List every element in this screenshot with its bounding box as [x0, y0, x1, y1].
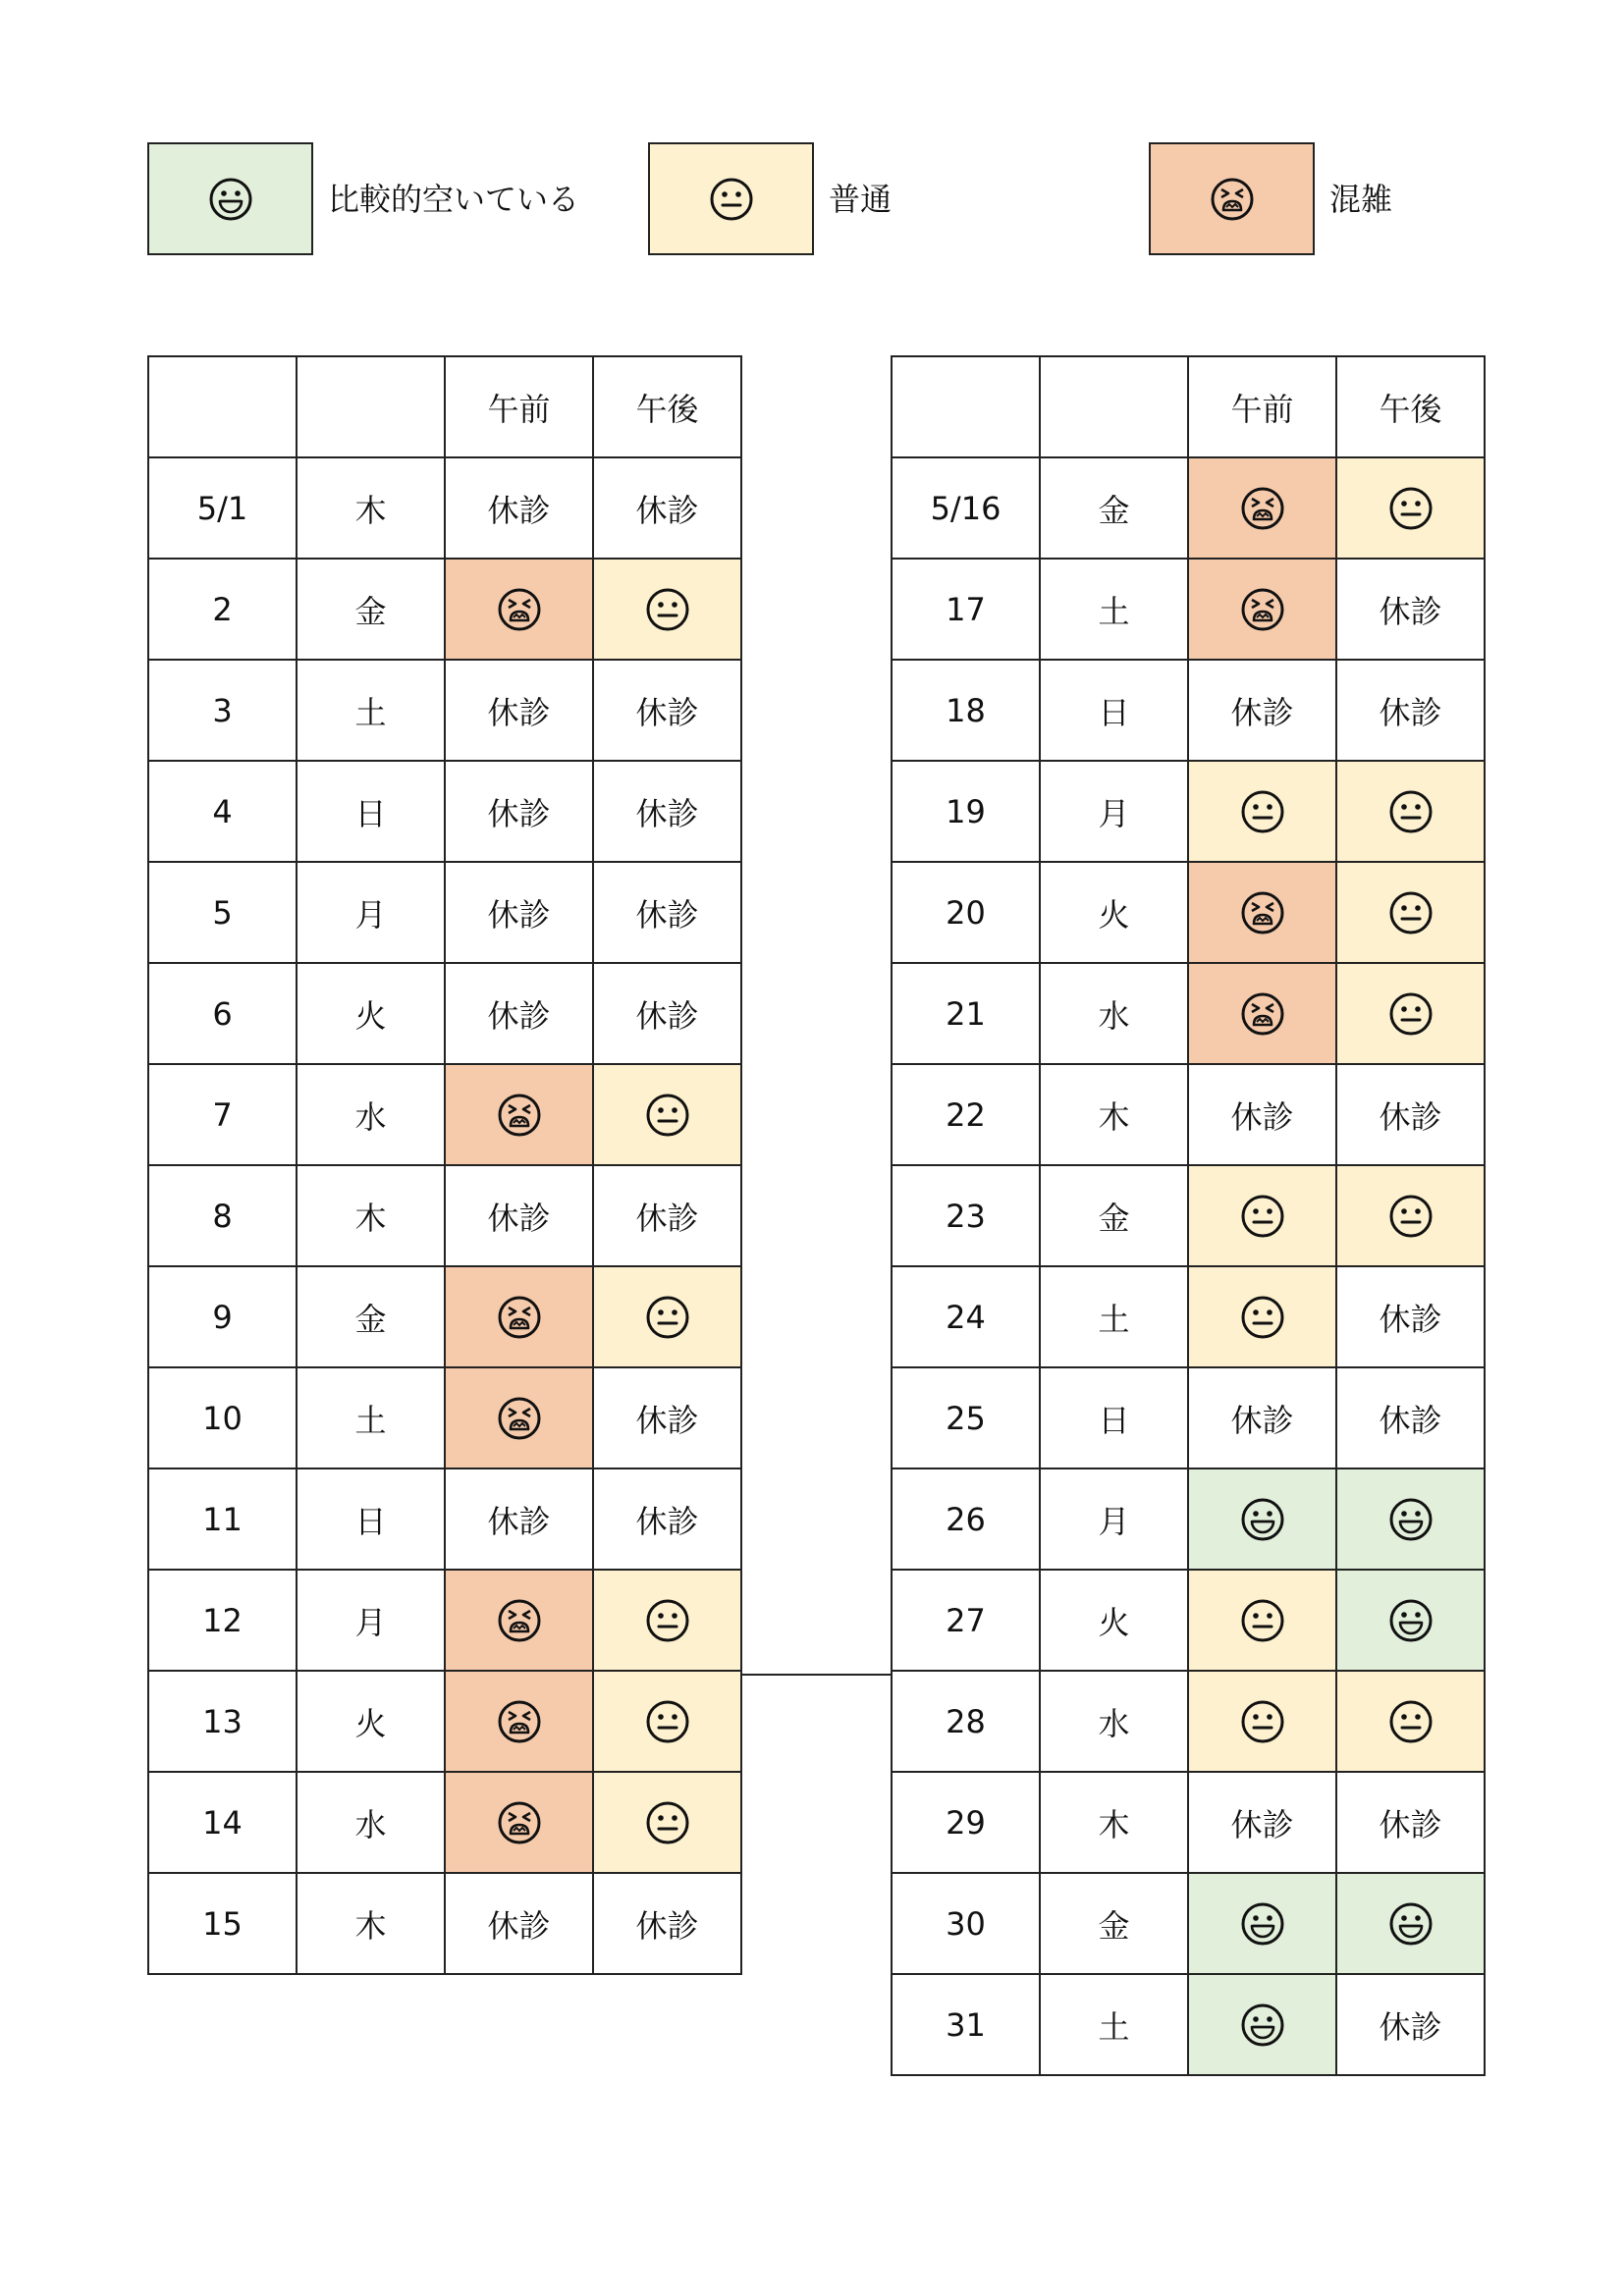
date-cell: 10	[148, 1367, 297, 1468]
am-status-cell	[1188, 457, 1336, 559]
table-row	[892, 1671, 1485, 1772]
am-status-cell: 休診	[445, 1165, 593, 1266]
pm-status-cell	[593, 1266, 741, 1367]
schedule-table-left	[147, 355, 742, 1975]
am-status-cell	[445, 1064, 593, 1165]
grinning-face-icon	[1240, 1497, 1285, 1542]
tired-face-icon	[497, 1093, 542, 1138]
table-row	[148, 1570, 741, 1671]
date-cell: 7	[148, 1064, 297, 1165]
neutral-face-icon	[1388, 1194, 1434, 1239]
date-cell: 27	[892, 1570, 1040, 1671]
weekday-cell: 木	[1040, 1772, 1188, 1873]
tired-face-icon	[1240, 890, 1285, 935]
tired-face-icon	[1240, 991, 1285, 1037]
table-row	[148, 1064, 741, 1165]
weekday-cell: 月	[1040, 761, 1188, 862]
neutral-face-icon	[1388, 486, 1434, 531]
pm-status-cell	[593, 559, 741, 660]
grinning-face-icon	[208, 177, 253, 222]
table-row	[892, 1468, 1485, 1570]
am-status-cell: 休診	[445, 660, 593, 761]
neutral-face-icon	[645, 587, 690, 632]
weekday-cell: 木	[297, 1165, 445, 1266]
neutral-face-icon	[645, 1295, 690, 1340]
weekday-cell: 火	[297, 1671, 445, 1772]
header-row	[148, 356, 741, 457]
table-row	[892, 1165, 1485, 1266]
tired-face-icon	[1240, 486, 1285, 531]
weekday-cell: 日	[1040, 660, 1188, 761]
date-cell: 5/1	[148, 457, 297, 559]
am-status-cell	[445, 1570, 593, 1671]
pm-status-cell: 休診	[593, 457, 741, 559]
pm-status-cell: 休診	[1336, 1974, 1485, 2075]
weekday-cell: 火	[1040, 862, 1188, 963]
date-cell: 29	[892, 1772, 1040, 1873]
tired-face-icon	[1210, 177, 1255, 222]
table-row	[148, 1266, 741, 1367]
pm-status-cell	[593, 1570, 741, 1671]
weekday-cell: 金	[297, 559, 445, 660]
date-cell: 11	[148, 1468, 297, 1570]
pm-status-cell	[1336, 457, 1485, 559]
header-day	[297, 356, 445, 457]
date-cell: 9	[148, 1266, 297, 1367]
pm-status-cell: 休診	[1336, 1772, 1485, 1873]
table-row	[892, 660, 1485, 761]
table-row	[148, 1873, 741, 1974]
legend-empty-label: 比較的空いている	[328, 181, 580, 218]
pm-status-cell	[1336, 1165, 1485, 1266]
pm-status-cell: 休診	[593, 1468, 741, 1570]
date-cell: 31	[892, 1974, 1040, 2075]
legend-normal-swatch	[648, 142, 814, 255]
pm-status-cell	[593, 1064, 741, 1165]
weekday-cell: 土	[1040, 559, 1188, 660]
pm-status-cell	[593, 1772, 741, 1873]
date-cell: 14	[148, 1772, 297, 1873]
pm-status-cell: 休診	[593, 1165, 741, 1266]
tired-face-icon	[497, 1699, 542, 1744]
header-am: 午前	[1188, 356, 1336, 457]
weekday-cell: 木	[297, 1873, 445, 1974]
am-status-cell: 休診	[445, 761, 593, 862]
neutral-face-icon	[1388, 890, 1434, 935]
pm-status-cell	[1336, 1873, 1485, 1974]
tired-face-icon	[1240, 587, 1285, 632]
weekday-cell: 土	[1040, 1974, 1188, 2075]
pm-status-cell: 休診	[1336, 1367, 1485, 1468]
pm-status-cell	[1336, 1570, 1485, 1671]
am-status-cell: 休診	[445, 457, 593, 559]
table-row	[148, 1165, 741, 1266]
table-row	[148, 559, 741, 660]
header-date	[892, 356, 1040, 457]
am-status-cell	[1188, 1873, 1336, 1974]
table-row	[892, 1873, 1485, 1974]
neutral-face-icon	[1240, 1295, 1285, 1340]
am-status-cell: 休診	[445, 963, 593, 1064]
weekday-cell: 日	[1040, 1367, 1188, 1468]
table-row	[892, 1772, 1485, 1873]
table-row	[892, 761, 1485, 862]
weekday-cell: 金	[1040, 457, 1188, 559]
am-status-cell: 休診	[1188, 1772, 1336, 1873]
am-status-cell	[1188, 963, 1336, 1064]
header-pm: 午後	[593, 356, 741, 457]
tired-face-icon	[497, 587, 542, 632]
date-cell: 26	[892, 1468, 1040, 1570]
am-status-cell	[445, 1266, 593, 1367]
am-status-cell	[445, 559, 593, 660]
neutral-face-icon	[1388, 1699, 1434, 1744]
weekday-cell: 火	[1040, 1570, 1188, 1671]
table-row	[148, 660, 741, 761]
neutral-face-icon	[645, 1800, 690, 1845]
table-row	[148, 1772, 741, 1873]
date-cell: 25	[892, 1367, 1040, 1468]
date-cell: 6	[148, 963, 297, 1064]
table-row	[892, 1064, 1485, 1165]
am-status-cell: 休診	[1188, 1064, 1336, 1165]
weekday-cell: 火	[297, 963, 445, 1064]
pm-status-cell: 休診	[593, 1873, 741, 1974]
date-cell: 8	[148, 1165, 297, 1266]
table-row	[892, 963, 1485, 1064]
date-cell: 20	[892, 862, 1040, 963]
table-row	[892, 1266, 1485, 1367]
weekday-cell: 水	[297, 1064, 445, 1165]
weekday-cell: 日	[297, 761, 445, 862]
date-cell: 19	[892, 761, 1040, 862]
am-status-cell	[1188, 1468, 1336, 1570]
tired-face-icon	[497, 1396, 542, 1441]
pm-status-cell	[1336, 1468, 1485, 1570]
pm-status-cell: 休診	[593, 660, 741, 761]
header-date	[148, 356, 297, 457]
pm-status-cell: 休診	[593, 1367, 741, 1468]
neutral-face-icon	[709, 177, 754, 222]
am-status-cell	[1188, 1671, 1336, 1772]
am-status-cell: 休診	[445, 1873, 593, 1974]
am-status-cell: 休診	[445, 1468, 593, 1570]
weekday-cell: 水	[297, 1772, 445, 1873]
table-row	[892, 862, 1485, 963]
grinning-face-icon	[1240, 1901, 1285, 1947]
legend-empty-swatch	[147, 142, 313, 255]
table-row	[148, 862, 741, 963]
pm-status-cell: 休診	[1336, 660, 1485, 761]
neutral-face-icon	[1240, 789, 1285, 834]
tired-face-icon	[497, 1800, 542, 1845]
pm-status-cell: 休診	[593, 761, 741, 862]
weekday-cell: 月	[297, 1570, 445, 1671]
am-status-cell	[1188, 559, 1336, 660]
date-cell: 24	[892, 1266, 1040, 1367]
table-row	[148, 1671, 741, 1772]
am-status-cell: 休診	[1188, 660, 1336, 761]
date-cell: 23	[892, 1165, 1040, 1266]
pm-status-cell: 休診	[593, 862, 741, 963]
table-row	[892, 1367, 1485, 1468]
weekday-cell: 金	[1040, 1873, 1188, 1974]
date-cell: 18	[892, 660, 1040, 761]
am-status-cell	[1188, 1570, 1336, 1671]
weekday-cell: 水	[1040, 1671, 1188, 1772]
weekday-cell: 金	[297, 1266, 445, 1367]
date-cell: 12	[148, 1570, 297, 1671]
date-cell: 13	[148, 1671, 297, 1772]
neutral-face-icon	[1240, 1699, 1285, 1744]
legend-normal-label: 普通	[829, 181, 893, 218]
weekday-cell: 土	[297, 660, 445, 761]
weekday-cell: 日	[297, 1468, 445, 1570]
neutral-face-icon	[1240, 1194, 1285, 1239]
pm-status-cell	[1336, 963, 1485, 1064]
schedule-table-right	[891, 355, 1486, 2076]
table-row	[892, 457, 1485, 559]
neutral-face-icon	[645, 1699, 690, 1744]
connector-line	[742, 1674, 891, 1676]
date-cell: 17	[892, 559, 1040, 660]
grinning-face-icon	[1240, 2002, 1285, 2048]
grinning-face-icon	[1388, 1497, 1434, 1542]
weekday-cell: 月	[1040, 1468, 1188, 1570]
am-status-cell	[1188, 862, 1336, 963]
grinning-face-icon	[1388, 1598, 1434, 1643]
header-am: 午前	[445, 356, 593, 457]
pm-status-cell: 休診	[1336, 1064, 1485, 1165]
table-row	[892, 1570, 1485, 1671]
tired-face-icon	[497, 1598, 542, 1643]
header-row	[892, 356, 1485, 457]
am-status-cell	[445, 1671, 593, 1772]
table-row	[892, 559, 1485, 660]
weekday-cell: 土	[1040, 1266, 1188, 1367]
tired-face-icon	[497, 1295, 542, 1340]
date-cell: 5/16	[892, 457, 1040, 559]
pm-status-cell	[1336, 1671, 1485, 1772]
date-cell: 21	[892, 963, 1040, 1064]
am-status-cell	[1188, 1165, 1336, 1266]
header-pm: 午後	[1336, 356, 1485, 457]
weekday-cell: 金	[1040, 1165, 1188, 1266]
date-cell: 2	[148, 559, 297, 660]
weekday-cell: 月	[297, 862, 445, 963]
pm-status-cell: 休診	[1336, 1266, 1485, 1367]
neutral-face-icon	[645, 1598, 690, 1643]
table-row	[148, 761, 741, 862]
pm-status-cell	[1336, 862, 1485, 963]
neutral-face-icon	[645, 1093, 690, 1138]
pm-status-cell: 休診	[593, 963, 741, 1064]
table-row	[148, 1367, 741, 1468]
grinning-face-icon	[1388, 1901, 1434, 1947]
legend-crowded-label: 混雑	[1329, 181, 1393, 218]
date-cell: 3	[148, 660, 297, 761]
pm-status-cell: 休診	[1336, 559, 1485, 660]
am-status-cell	[1188, 761, 1336, 862]
date-cell: 4	[148, 761, 297, 862]
legend-crowded-swatch	[1149, 142, 1315, 255]
date-cell: 22	[892, 1064, 1040, 1165]
date-cell: 15	[148, 1873, 297, 1974]
am-status-cell	[1188, 1266, 1336, 1367]
table-row	[148, 457, 741, 559]
pm-status-cell	[1336, 761, 1485, 862]
am-status-cell: 休診	[445, 862, 593, 963]
header-day	[1040, 356, 1188, 457]
neutral-face-icon	[1388, 991, 1434, 1037]
weekday-cell: 木	[297, 457, 445, 559]
am-status-cell	[445, 1772, 593, 1873]
am-status-cell	[1188, 1974, 1336, 2075]
am-status-cell: 休診	[1188, 1367, 1336, 1468]
weekday-cell: 木	[1040, 1064, 1188, 1165]
pm-status-cell	[593, 1671, 741, 1772]
date-cell: 5	[148, 862, 297, 963]
table-row	[148, 963, 741, 1064]
date-cell: 30	[892, 1873, 1040, 1974]
table-row	[892, 1974, 1485, 2075]
neutral-face-icon	[1240, 1598, 1285, 1643]
table-row	[148, 1468, 741, 1570]
date-cell: 28	[892, 1671, 1040, 1772]
weekday-cell: 土	[297, 1367, 445, 1468]
am-status-cell	[445, 1367, 593, 1468]
neutral-face-icon	[1388, 789, 1434, 834]
weekday-cell: 水	[1040, 963, 1188, 1064]
